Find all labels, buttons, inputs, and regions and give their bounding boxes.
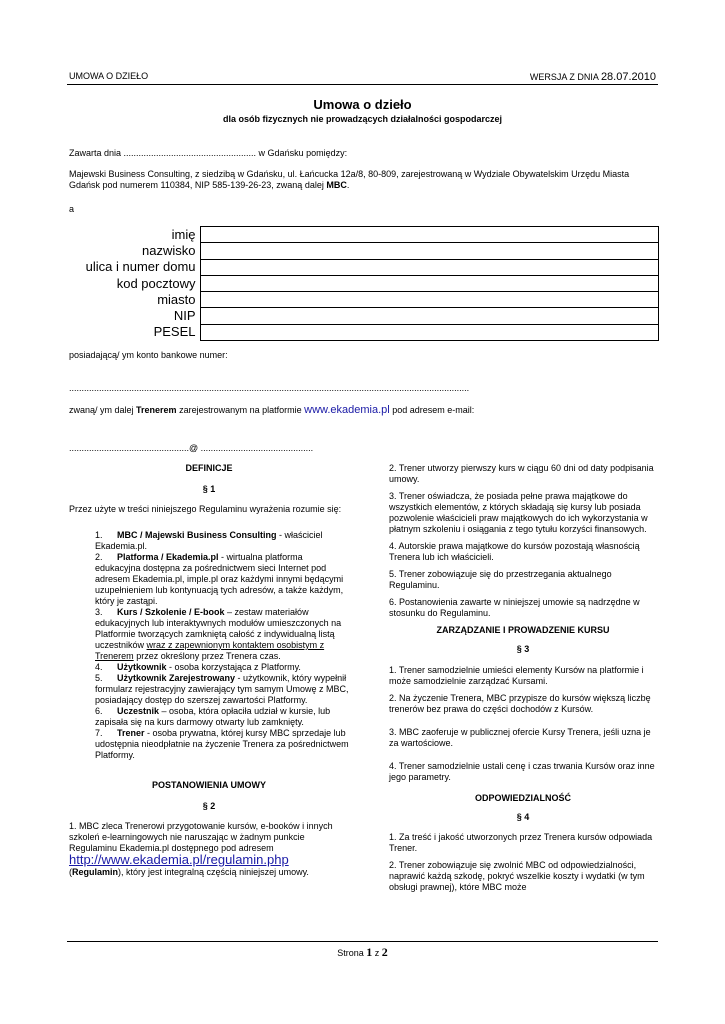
form-row-miasto xyxy=(69,292,658,308)
definitions-list xyxy=(69,530,349,761)
def-term: Użytkownik xyxy=(117,662,167,672)
clause-2-1 xyxy=(69,821,349,878)
pesel-field[interactable] xyxy=(200,324,658,340)
field-label: PESEL xyxy=(153,324,196,340)
paren: ( xyxy=(69,867,72,877)
field-label: kod pocztowy xyxy=(116,275,196,291)
version-date: 28.07.2010 xyxy=(600,71,656,83)
definition-item xyxy=(95,728,349,761)
def-term: Trener xyxy=(117,728,145,738)
kod-pocztowy-field[interactable] xyxy=(200,275,658,291)
zarzadzanie-heading: ZARZĄDZANIE I PROWADZENIE KURSU xyxy=(436,625,610,635)
clause-2-5: 5. Trener zobowiązuje się do przestrzegania aktualnego Regulaminu. xyxy=(389,569,612,590)
def-term: Platforma / Ekademia.pl xyxy=(117,552,219,562)
trainer-mid: zarejestrowanym na platformie xyxy=(176,405,305,415)
clause-2-4: 4. Autorskie prawa majątkowe do kursów pozostają własnością Trenera lub ich właścicieli. xyxy=(389,541,640,562)
bank-account-line[interactable]: ................................................................................................................................................................ xyxy=(69,383,470,393)
def-text: - osoba prywatna, której kursy MBC sprzedaje lub udostępnia nieodpłatnie na życzenie Trenera za pośrednictwem Platformy. xyxy=(95,728,349,760)
contract-date-line: Zawarta dnia ..................................................... w Gdańsku pomiędzy: xyxy=(69,148,348,158)
def-underlined: wraz z zapewnionym kontaktem osobistym z Trenerem xyxy=(95,640,325,661)
miasto-field[interactable] xyxy=(200,292,658,308)
running-header-version xyxy=(530,71,656,83)
odpowiedzialnosc-heading: ODPOWIEDZIALNOŚĆ xyxy=(475,793,571,803)
footer-strona: Strona xyxy=(337,948,364,958)
def-term: Kurs / Szkolenie / E-book xyxy=(117,607,225,617)
field-label: NIP xyxy=(173,308,196,324)
form-row-pesel xyxy=(69,324,658,340)
def-num: 4. xyxy=(95,662,103,672)
clause-text: 1. MBC zleca Trenerowi przygotowanie kursów, e-booków i innych szkoleń e-learningowych nie naruszając w żadnym punkcie Regulaminu Ekademia.pl dostępnego pod adresem xyxy=(69,821,333,853)
clause-4-1: 1. Za treść i jakość utworzonych przez Trenera kursów odpowiada Trener. xyxy=(389,832,653,853)
regulamin-term: Regulamin xyxy=(72,867,119,877)
trainer-post: pod adresem e-mail: xyxy=(389,405,475,415)
clause-2-6: 6. Postanowienia zawarte w niniejszej umowie są nadrzędne w stosunku do Regulaminu. xyxy=(389,597,640,618)
definition-item xyxy=(95,706,349,728)
trainer-bold: Trenerem xyxy=(136,405,177,415)
form-row-nip xyxy=(69,308,658,324)
def-term: Uczestnik xyxy=(117,706,160,716)
clause-2-3: 3. Trener oświadcza, że posiada pełne prawa majątkowe do wszystkich elementów, z których składają się kursy lub posiada pozwolenie właścicieli praw majątkowych do ich wykorzystania w płatnym szkoleniu i osiągania z tego tytułu korzyści finansowych. xyxy=(389,491,648,534)
field-label: miasto xyxy=(157,291,196,307)
def-text: przez określony przez Trenera czas. xyxy=(133,651,281,661)
clause-3-4: 4. Trener samodzielnie ustali cenę i czas trwania Kursów oraz inne jego parametry. xyxy=(389,761,655,782)
footer-z: z xyxy=(374,948,380,958)
clause-4-2: 2. Trener zobowiązuje się zwolnić MBC od odpowiedzialności, naprawić każdą szkodę, pokryć wszelkie koszty i wydatki (w tym obsługi prawnej), które MBC może xyxy=(389,860,645,892)
def-num: 2. xyxy=(95,552,103,562)
footer-total-pages: 2 xyxy=(381,945,388,959)
trainer-pre: zwaną/ ym dalej xyxy=(69,405,137,415)
def-text: - właściciel Ekademia.pl. xyxy=(95,530,323,551)
def-text: – zestaw materiałów edukacyjnych lub interaktywnych modułów umieszczonych na Platformie tworzących zamkniętą całość z indywidualną listą uczestników xyxy=(95,607,342,650)
definition-item xyxy=(95,552,349,607)
def-term: MBC / Majewski Business Consulting xyxy=(117,530,277,540)
form-row-nazwisko xyxy=(69,243,658,259)
def-num: 5. xyxy=(95,673,103,683)
trainer-line xyxy=(69,405,474,416)
running-header-title: UMOWA O DZIEŁO xyxy=(69,71,149,81)
clause-3-1: 1. Trener samodzielnie umieści elementy Kursów na platformie i może samodzielnie zarządzać Kursami. xyxy=(389,665,644,686)
clause-3-2: 2. Na życzenie Trenera, MBC przypisze do kursów większą liczbę trenerów bez prawa do części dochodów z Kursów. xyxy=(389,693,651,714)
postanowienia-heading: POSTANOWIENIA UMOWY xyxy=(152,780,266,790)
form-row-ulica xyxy=(69,259,658,275)
def-num: 7. xyxy=(95,728,103,738)
company-text: Majewski Business Consulting, z siedzibą w Gdańsku, ul. Łańcucka 12a/8, 80-809, zarejestrowaną w Wydziale Obywatelskim Urzędu Miasta Gdańsk pod numerem 110384, NIP 585-139-26-23, zwaną dalej xyxy=(69,169,630,190)
def-num: 6. xyxy=(95,706,103,716)
left-column xyxy=(69,463,349,878)
document-title: Umowa o dzieło xyxy=(313,97,412,112)
definitions-intro: Przez użyte w treści niniejszego Regulaminu wyrażenia rozumie się: xyxy=(69,504,342,514)
def-num: 1. xyxy=(95,530,103,540)
footer-rule xyxy=(67,941,658,942)
field-label: ulica i numer domu xyxy=(85,259,196,275)
def-text: - osoba korzystająca z Platformy. xyxy=(166,662,301,672)
def-term: Użytkownik Zarejestrowany xyxy=(117,673,236,683)
imie-field[interactable] xyxy=(200,227,658,243)
form-row-imie xyxy=(69,227,658,243)
paragraph-1-heading: § 1 xyxy=(202,484,216,494)
def-num: 3. xyxy=(95,607,103,617)
definition-item xyxy=(95,530,349,552)
document-subtitle: dla osób fizycznych nie prowadzących działalności gospodarczej xyxy=(222,114,503,124)
paragraph-3-heading: § 3 xyxy=(516,644,530,654)
paragraph-4-heading: § 4 xyxy=(516,812,530,822)
company-end: . xyxy=(346,180,350,190)
company-paragraph xyxy=(69,169,659,191)
footer-page-number: 1 xyxy=(366,945,373,959)
clause-end: ), który jest integralną częścią niniejszej umowy. xyxy=(118,867,309,877)
form-row-kod xyxy=(69,275,658,291)
nip-field[interactable] xyxy=(200,308,658,324)
personal-data-form xyxy=(69,226,659,341)
paragraph-2-heading: § 2 xyxy=(202,801,216,811)
definition-item xyxy=(95,607,349,662)
def-text: - użytkownik, który wypełnił formularz rejestracyjny zawierający tym samym Umowę z MBC, posiadający dostęp do szerszej zawartości Platformy. xyxy=(95,673,349,705)
right-column xyxy=(389,463,657,899)
clause-2-2: 2. Trener utworzy pierwszy kurs w ciągu 60 dni od daty podpisania umowy. xyxy=(389,463,654,484)
ulica-field[interactable] xyxy=(200,259,658,275)
conjunction-a: a xyxy=(69,204,75,214)
def-text: – osoba, która opłaciła udział w kursie, lub zapisała się na kurs darmowy otwarty lub zamknięty. xyxy=(95,706,331,727)
bank-account-label: posiadającą/ ym konto bankowe numer: xyxy=(69,350,228,360)
definicje-heading: DEFINICJE xyxy=(185,463,233,473)
clause-3-3: 3. MBC zaoferuje w publicznej ofercie Kursy Trenera, jeśli uzna je za wartościowe. xyxy=(389,727,651,748)
nazwisko-field[interactable] xyxy=(200,243,658,259)
field-label: imię xyxy=(171,226,196,242)
email-line[interactable]: ................................................@ ............................................. xyxy=(69,443,314,453)
definition-item xyxy=(95,662,349,673)
page-footer xyxy=(0,945,725,960)
definition-item xyxy=(95,673,349,706)
company-short-name: MBC xyxy=(326,180,347,190)
ekademia-link[interactable]: www.ekademia.pl xyxy=(304,404,390,416)
header-rule xyxy=(67,84,658,85)
field-label: nazwisko xyxy=(142,242,196,258)
regulamin-link[interactable]: http://www.ekademia.pl/regulamin.php xyxy=(69,852,289,867)
version-prefix: WERSJA Z DNIA xyxy=(529,72,599,82)
def-text: - wirtualna platforma edukacyjna dostępna za pośrednictwem sieci Internet pod adresem Ekademia.pl, imple.pl oraz każdymi innymi będącymi uzupełnieniem lub kontynuacją tych adresów, a także każdym, który je zastąpi. xyxy=(95,552,344,606)
